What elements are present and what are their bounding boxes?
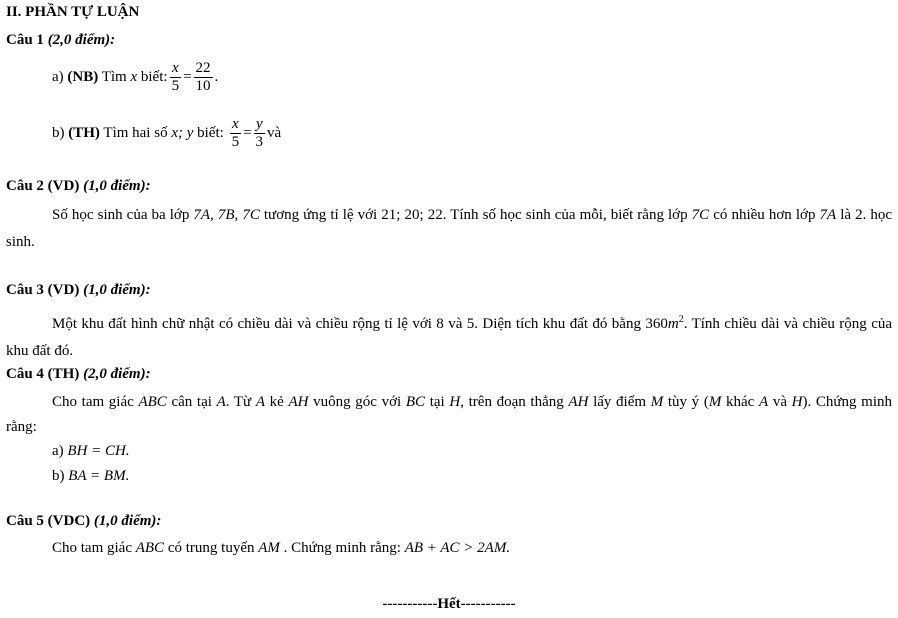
end-marker: -----------Hết----------- xyxy=(382,596,516,612)
question-2-body: Số học sinh của ba lớp 7A, 7B, 7C tương ứng tỉ lệ với 21; 20; 22. Tính số học sinh của mỗi, biết rằng lớp 7C có nhiều hơn lớp 7A là 2. học sinh. xyxy=(6,207,893,250)
question-1-heading: Câu 1 (2,0 điểm): xyxy=(6,32,116,48)
fraction-y-over-3: $\frac{y}{3}$ xyxy=(255,116,264,150)
fraction-x-over-5: $\frac{x}{5}$ xyxy=(171,60,180,94)
question-5-heading: Câu 5 (VDC) (1,0 điểm): xyxy=(6,513,162,529)
question-5-body: Cho tam giác ABC có trung tuyến AM . Chứng minh rằng: AB + AC > 2AM. xyxy=(52,540,511,556)
question-4a: a) BH = CH. xyxy=(52,443,130,459)
question-3-heading: Câu 3 (VD) (1,0 điểm): xyxy=(6,282,151,298)
question-4-body: Cho tam giác ABC cân tại A. Từ A kẻ AH vuông góc với BC tại H, trên đoạn thẳng AH lấy điểm M tùy ý (M khác A và H). Chứng minh rằng: xyxy=(6,394,893,435)
question-4-heading: Câu 4 (TH) (2,0 điểm): xyxy=(6,366,151,382)
question-3-body: Một khu đất hình chữ nhật có chiều dài và chiều rộng tỉ lệ với 8 và 5. Diện tích khu đất đó bằng $360m^2$. Tính chiều dài và chiều rộng của khu đất đó. xyxy=(6,314,893,359)
question-1a: a) (NB) Tìm x biết: $\frac{x}{5}$ = $\frac{22}{10}$ . xyxy=(52,60,219,94)
section-title: II. PHẦN TỰ LUẬN xyxy=(6,4,140,20)
question-4b: b) BA = BM. xyxy=(52,468,130,484)
fraction-22-over-10: $\frac{22}{10}$ xyxy=(195,60,211,94)
question-1b: b) (TH) Tìm hai số x; y biết: $\frac{x}{5}$ = $\frac{y}{3}$ và xyxy=(52,116,282,150)
question-2-heading: Câu 2 (VD) (1,0 điểm): xyxy=(6,178,151,194)
fraction-x-over-5: $\frac{x}{5}$ xyxy=(231,116,240,150)
